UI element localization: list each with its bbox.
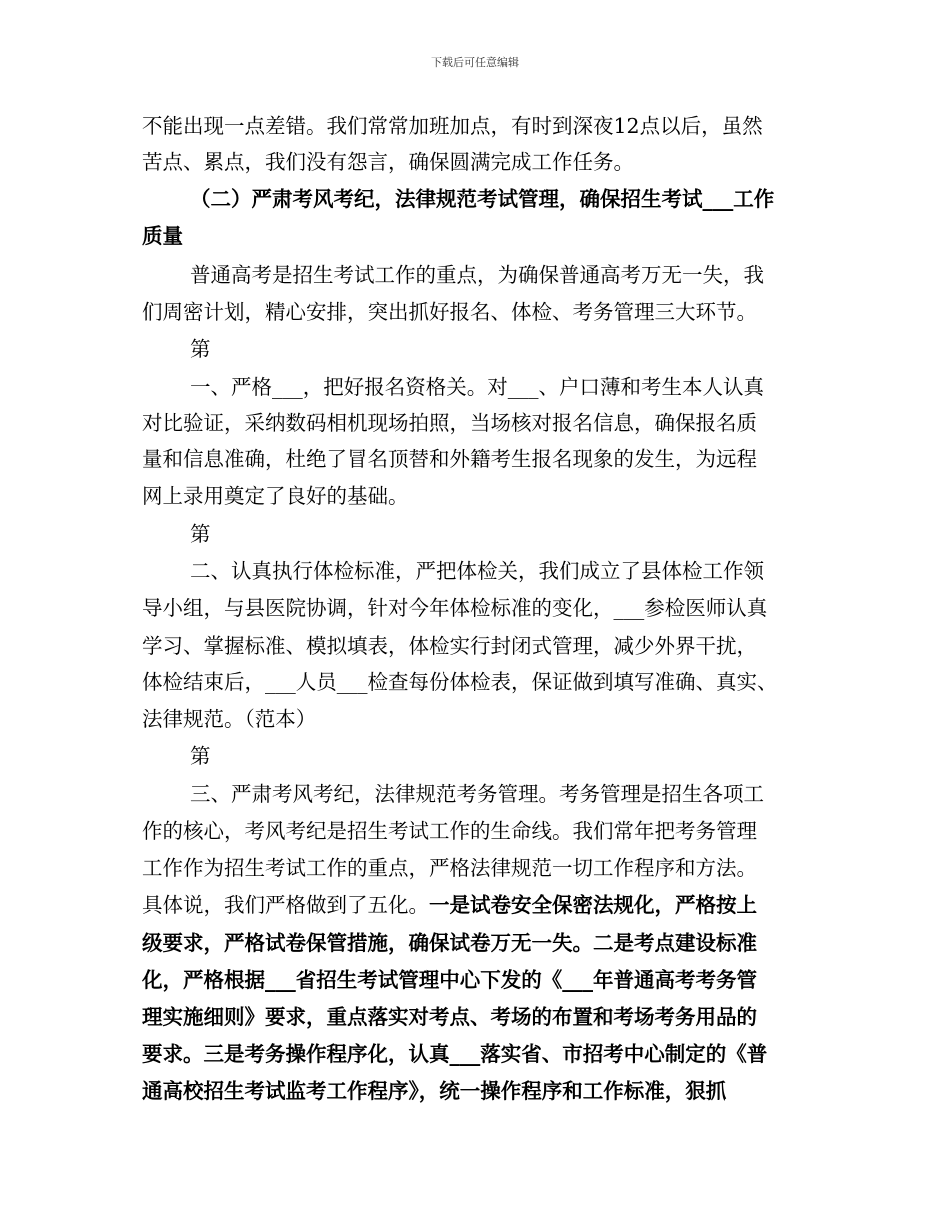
paragraph-line: 普通高考是招生考试工作的重点，为确保普通高考万无一失，我 [190,263,764,287]
paragraph-line: 第 [190,522,211,546]
paragraph-line: 学习、掌握标准、模拟填表，体检实行封闭式管理，减少外界干扰， [142,634,757,658]
section-heading: 质量 [142,224,183,248]
paragraph-line: 法律规范。（范本） [142,707,317,731]
paragraph-line: 导小组，与县医院协调，针对今年体检标准的变化，___参检医师认真 [142,596,768,620]
paragraph-line: 体检结束后，___人员___检查每份体检表，保证做到填写准确、真实、 [142,670,778,694]
paragraph-line-mixed [142,895,757,916]
paragraph-line: 网上录用奠定了良好的基础。 [142,484,409,508]
paragraph-line: 工作作为招生考试工作的重点，严格法律规范一切工作程序和方法。 [142,856,757,880]
plain-text: 具体说，我们严格做到了五化。 [142,893,429,917]
bold-text: 一是试卷安全保密法规化，严格按上 [429,893,757,917]
page-header: 下载后可任意编辑 [431,56,519,69]
paragraph-line-bold: 要求。三是考务操作程序化，认真___落实省、市招考中心制定的《普 [142,1042,768,1066]
paragraph-line: 三、严肃考风考纪，法律规范考务管理。考务管理是招生各项工 [190,782,764,806]
paragraph-line: 作的核心，考风考纪是招生考试工作的生命线。我们常年把考务管理 [142,819,757,843]
paragraph-line-bold: 化，严格根据___省招生考试管理中心下发的《___年普通高考考务管 [142,968,757,992]
paragraph-line: 第 [190,744,211,768]
paragraph-line-bold: 理实施细则》要求，重点落实对考点、考场的布置和考场考务用品的 [142,1005,757,1029]
paragraph-line: 不能出现一点差错。我们常常加班加点，有时到深夜12点以后，虽然 [142,114,763,138]
paragraph-line-bold: 级要求，严格试卷保管措施，确保试卷万无一失。二是考点建设标准 [142,931,757,955]
paragraph-line-bold: 通高校招生考试监考工作程序》，统一操作程序和工作标准，狠抓 [142,1079,727,1103]
paragraph-line: 第 [190,337,211,361]
paragraph-line: 们周密计划，精心安排，突出抓好报名、体检、考务管理三大环节。 [142,300,757,324]
section-heading: （二）严肃考风考纪，法律规范考试管理，确保招生考试___工作 [190,187,775,211]
paragraph-line: 量和信息准确，杜绝了冒名顶替和外籍考生报名现象的发生，为远程 [142,447,757,471]
paragraph-line: 一、严格___，把好报名资格关。对___、户口薄和考生本人认真 [190,375,764,399]
paragraph-line: 苦点、累点，我们没有怨言，确保圆满完成工作任务。 [142,150,634,174]
paragraph-line: 对比验证，采纳数码相机现场拍照，当场核对报名信息，确保报名质 [142,411,757,435]
paragraph-line: 二、认真执行体检标准，严把体检关，我们成立了县体检工作领 [190,559,764,583]
